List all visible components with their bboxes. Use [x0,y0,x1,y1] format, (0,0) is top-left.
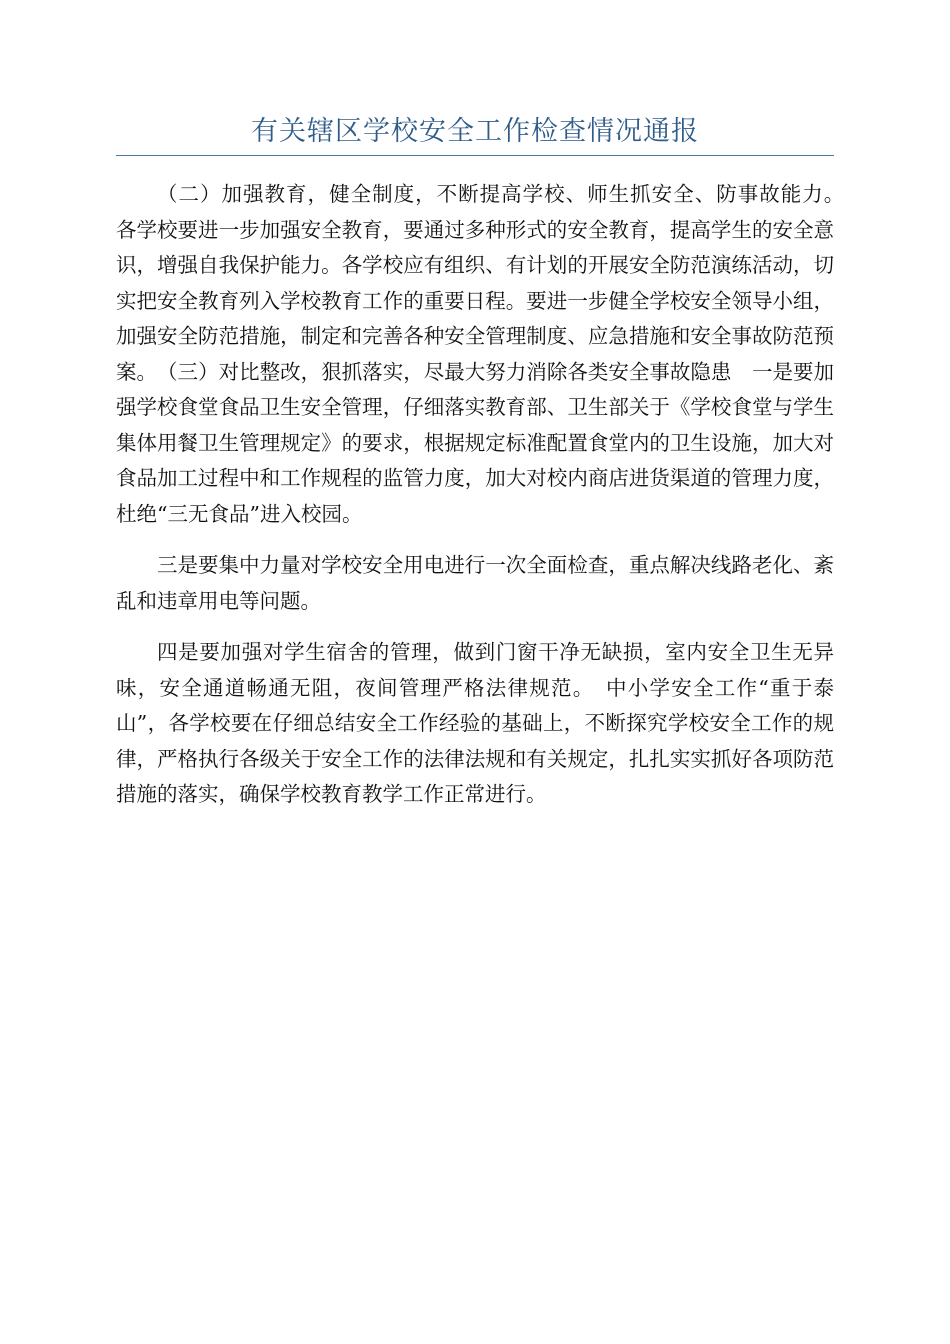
paragraph-dormitory-management: 四是要加强对学生宿舍的管理，做到门窗干净无缺损，室内安全卫生无异味，安全通道畅通无阻，夜间管理严格法律规范。 中小学安全工作“重于泰山”，各学校要在仔细总结安全工作经验的基础上，不断探究学校安全工作的规律，严格执行各级关于安全工作的法律法规和有关规定，扎扎实实抓好各项防范措施的落实，确保学校教育教学工作正常进行。 [116,640,834,806]
title-underline [116,155,834,156]
document-title: 有关辖区学校安全工作检查情况通报 [251,116,699,147]
paragraph-electrical-safety: 三是要集中力量对学校安全用电进行一次全面检查，重点解决线路老化、紊乱和违章用电等问题。 [116,553,834,613]
paragraph-education-and-rectification: （二）加强教育，健全制度，不断提高学校、师生抓安全、防事故能力。 各学校要进一步加强安全教育，要通过多种形式的安全教育，提高学生的安全意识，增强自我保护能力。各学校应有组织、有计划的开展安全防范演练活动，切实把安全教育列入学校教育工作的重要日程。要进一步健全学校安全领导小组，加强安全防范措施，制定和完善各种安全管理制度、应急措施和安全事故防范预案。 （三）对比整改，狠抓落实，尽最大努力消除各类安全事故隐患 一是要加强学校食堂食品卫生安全管理，仔细落实教育部、卫生部关于《学校食堂与学生集体用餐卫生管理规定》的要求，根据规定标准配置食堂内的卫生设施，加大对食品加工过程中和工作规程的监管力度，加大对校内商店进货渠道的管理力度，杜绝“三无食品”进入校园。 [116,182,855,526]
document-page [116,112,855,829]
